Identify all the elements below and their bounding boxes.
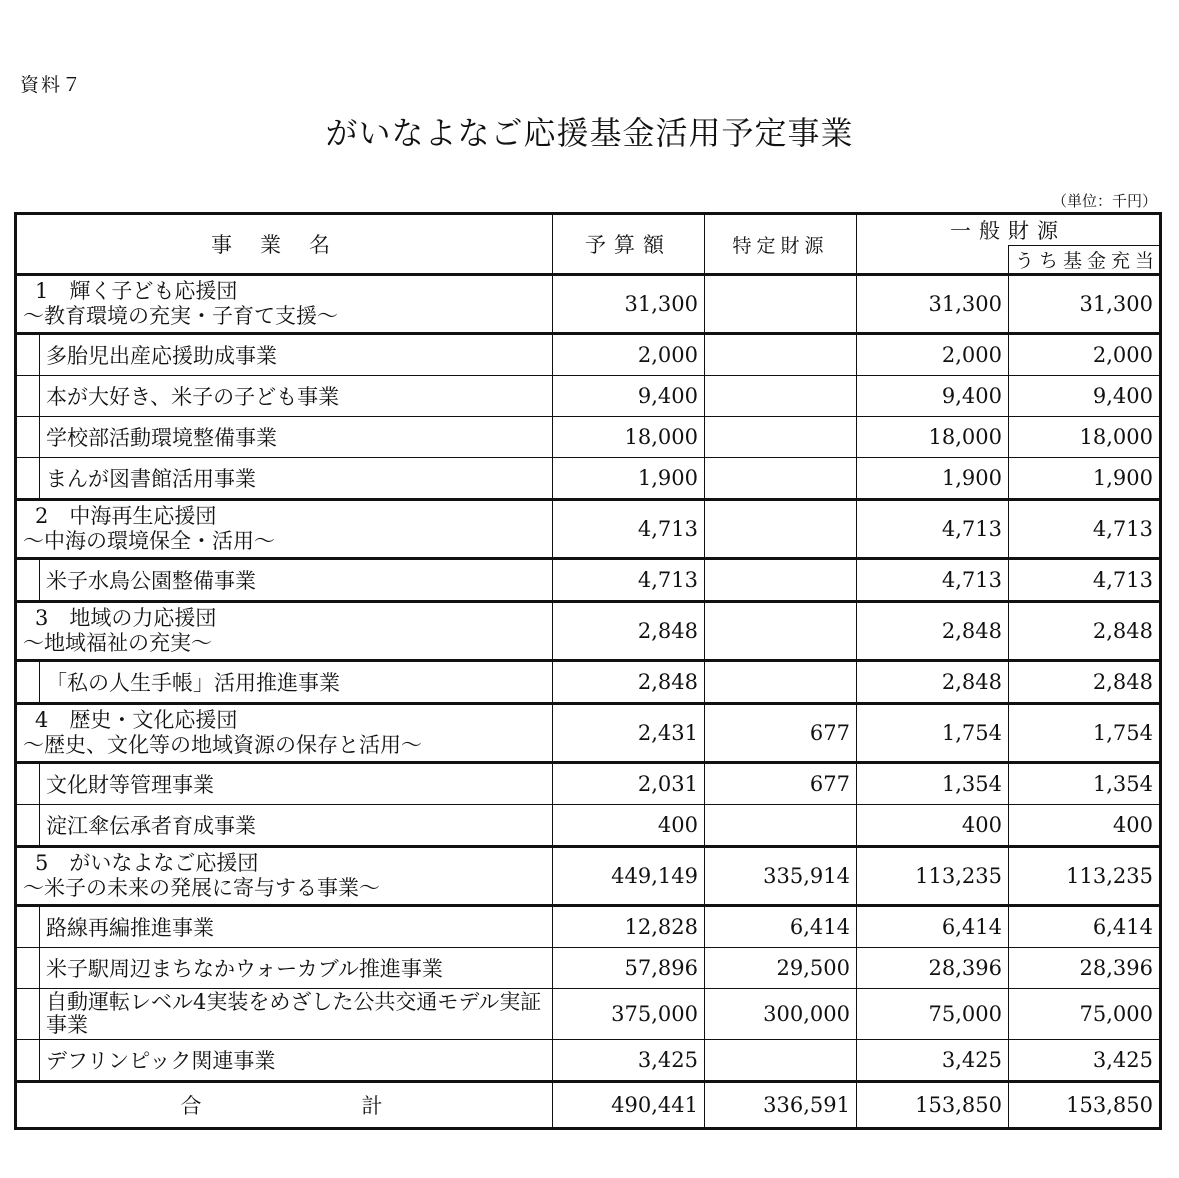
group-subtitle: ～米子の未来の発展に寄与する事業～ bbox=[23, 876, 380, 900]
item-name-cell bbox=[16, 763, 553, 805]
item-name: 路線再編推進事業 bbox=[39, 907, 546, 947]
group-budget: 31,300 bbox=[553, 275, 705, 334]
group-fund: 113,235 bbox=[1009, 847, 1161, 906]
item-row bbox=[16, 989, 1161, 1040]
group-title: 2 中海再生応援団 bbox=[35, 504, 217, 528]
item-name: 文化財等管理事業 bbox=[39, 764, 546, 804]
item-budget: 3,425 bbox=[553, 1040, 705, 1082]
group-row bbox=[16, 500, 1161, 559]
item-name-cell bbox=[16, 805, 553, 847]
item-general: 2,848 bbox=[857, 661, 1009, 704]
item-budget: 2,848 bbox=[553, 661, 705, 704]
group-name bbox=[16, 275, 553, 334]
item-specific bbox=[705, 661, 857, 704]
item-specific bbox=[705, 805, 857, 847]
group-fund: 4,713 bbox=[1009, 500, 1161, 559]
item-fund: 1,900 bbox=[1009, 458, 1161, 500]
item-name: 学校部活動環境整備事業 bbox=[39, 417, 546, 457]
group-fund: 31,300 bbox=[1009, 275, 1161, 334]
item-specific bbox=[705, 458, 857, 500]
group-title: 5 がいなよなご応援団 bbox=[35, 851, 259, 875]
item-name: 多胎児出産応援助成事業 bbox=[39, 335, 546, 375]
item-specific: 677 bbox=[705, 763, 857, 805]
group-row bbox=[16, 602, 1161, 661]
item-fund: 9,400 bbox=[1009, 376, 1161, 417]
document-label: 資料７ bbox=[20, 74, 84, 96]
item-fund: 18,000 bbox=[1009, 417, 1161, 458]
item-budget: 57,896 bbox=[553, 948, 705, 989]
budget-table-body bbox=[16, 275, 1161, 1082]
item-name-cell bbox=[16, 948, 553, 989]
group-row bbox=[16, 275, 1161, 334]
item-general: 2,000 bbox=[857, 334, 1009, 376]
item-row bbox=[16, 661, 1161, 704]
group-title: 4 歴史・文化応援団 bbox=[35, 708, 238, 732]
item-general: 3,425 bbox=[857, 1040, 1009, 1082]
item-budget: 9,400 bbox=[553, 376, 705, 417]
header-specific: 特定財源 bbox=[705, 214, 857, 275]
group-specific bbox=[705, 500, 857, 559]
item-general: 18,000 bbox=[857, 417, 1009, 458]
item-general: 1,900 bbox=[857, 458, 1009, 500]
item-budget: 2,031 bbox=[553, 763, 705, 805]
item-specific bbox=[705, 376, 857, 417]
header-spacer bbox=[857, 246, 1009, 275]
group-specific bbox=[705, 602, 857, 661]
item-name-cell bbox=[16, 661, 553, 704]
group-general: 4,713 bbox=[857, 500, 1009, 559]
item-fund: 6,414 bbox=[1009, 906, 1161, 948]
total-label: 合計 bbox=[16, 1082, 553, 1129]
item-row bbox=[16, 559, 1161, 602]
group-name bbox=[16, 704, 553, 763]
group-general: 113,235 bbox=[857, 847, 1009, 906]
item-budget: 18,000 bbox=[553, 417, 705, 458]
group-specific: 677 bbox=[705, 704, 857, 763]
item-specific: 29,500 bbox=[705, 948, 857, 989]
item-fund: 1,354 bbox=[1009, 763, 1161, 805]
budget-table bbox=[14, 212, 1162, 1130]
total-specific: 336,591 bbox=[705, 1082, 857, 1129]
group-row bbox=[16, 847, 1161, 906]
header-fund: うち基金充当 bbox=[1009, 246, 1161, 275]
item-fund: 3,425 bbox=[1009, 1040, 1161, 1082]
item-name: デフリンピック関連事業 bbox=[39, 1040, 546, 1080]
item-general: 9,400 bbox=[857, 376, 1009, 417]
group-general: 2,848 bbox=[857, 602, 1009, 661]
group-general: 31,300 bbox=[857, 275, 1009, 334]
item-name-cell bbox=[16, 417, 553, 458]
group-title: 3 地域の力応援団 bbox=[35, 606, 217, 630]
group-specific: 335,914 bbox=[705, 847, 857, 906]
item-name-cell bbox=[16, 559, 553, 602]
unit-note: （単位：千円） bbox=[1051, 192, 1157, 210]
group-name bbox=[16, 847, 553, 906]
group-budget: 2,431 bbox=[553, 704, 705, 763]
item-budget: 2,000 bbox=[553, 334, 705, 376]
item-specific bbox=[705, 417, 857, 458]
item-name-cell bbox=[16, 1040, 553, 1082]
item-specific: 300,000 bbox=[705, 989, 857, 1040]
group-subtitle: ～教育環境の充実・子育て支援～ bbox=[23, 304, 338, 328]
item-fund: 400 bbox=[1009, 805, 1161, 847]
group-subtitle: ～中海の環境保全・活用～ bbox=[23, 529, 275, 553]
item-name: 米子駅周辺まちなかウォーカブル推進事業 bbox=[39, 948, 546, 988]
item-fund: 4,713 bbox=[1009, 559, 1161, 602]
item-specific bbox=[705, 1040, 857, 1082]
item-name: 米子水鳥公園整備事業 bbox=[39, 560, 546, 600]
item-specific bbox=[705, 559, 857, 602]
group-fund: 2,848 bbox=[1009, 602, 1161, 661]
item-name: 本が大好き、米子の子ども事業 bbox=[39, 376, 546, 416]
item-general: 1,354 bbox=[857, 763, 1009, 805]
group-general: 1,754 bbox=[857, 704, 1009, 763]
group-name bbox=[16, 602, 553, 661]
item-specific bbox=[705, 334, 857, 376]
item-budget: 375,000 bbox=[553, 989, 705, 1040]
group-subtitle: ～歴史、文化等の地域資源の保存と活用～ bbox=[23, 733, 422, 757]
group-budget: 449,149 bbox=[553, 847, 705, 906]
item-budget: 1,900 bbox=[553, 458, 705, 500]
item-row bbox=[16, 334, 1161, 376]
item-name-cell bbox=[16, 906, 553, 948]
item-fund: 75,000 bbox=[1009, 989, 1161, 1040]
item-general: 400 bbox=[857, 805, 1009, 847]
group-row bbox=[16, 704, 1161, 763]
group-name bbox=[16, 500, 553, 559]
group-fund: 1,754 bbox=[1009, 704, 1161, 763]
item-general: 28,396 bbox=[857, 948, 1009, 989]
item-name-cell bbox=[16, 989, 553, 1040]
item-specific: 6,414 bbox=[705, 906, 857, 948]
group-budget: 4,713 bbox=[553, 500, 705, 559]
group-subtitle: ～地域福祉の充実～ bbox=[23, 631, 212, 655]
item-row bbox=[16, 763, 1161, 805]
header-budget: 予算額 bbox=[553, 214, 705, 275]
group-title: 1 輝く子ども応援団 bbox=[35, 279, 238, 303]
total-general: 153,850 bbox=[857, 1082, 1009, 1129]
item-name-cell bbox=[16, 376, 553, 417]
item-row bbox=[16, 376, 1161, 417]
item-name: まんが図書館活用事業 bbox=[39, 458, 546, 498]
group-specific bbox=[705, 275, 857, 334]
item-row bbox=[16, 458, 1161, 500]
header-name: 事業名 bbox=[16, 214, 553, 275]
total-fund: 153,850 bbox=[1009, 1082, 1161, 1129]
item-name: 自動運転レベル4実装をめざした公共交通モデル実証事業 bbox=[39, 989, 546, 1039]
item-name: 「私の人生手帳」活用推進事業 bbox=[39, 662, 546, 702]
item-general: 6,414 bbox=[857, 906, 1009, 948]
item-budget: 400 bbox=[553, 805, 705, 847]
total-row bbox=[16, 1082, 1161, 1129]
item-general: 4,713 bbox=[857, 559, 1009, 602]
item-name-cell bbox=[16, 334, 553, 376]
item-fund: 2,848 bbox=[1009, 661, 1161, 704]
item-row bbox=[16, 805, 1161, 847]
total-budget: 490,441 bbox=[553, 1082, 705, 1129]
group-budget: 2,848 bbox=[553, 602, 705, 661]
item-row bbox=[16, 1040, 1161, 1082]
item-name-cell bbox=[16, 458, 553, 500]
item-row bbox=[16, 417, 1161, 458]
item-fund: 2,000 bbox=[1009, 334, 1161, 376]
item-general: 75,000 bbox=[857, 989, 1009, 1040]
item-fund: 28,396 bbox=[1009, 948, 1161, 989]
item-row bbox=[16, 906, 1161, 948]
item-name: 淀江傘伝承者育成事業 bbox=[39, 805, 546, 845]
item-budget: 12,828 bbox=[553, 906, 705, 948]
item-budget: 4,713 bbox=[553, 559, 705, 602]
header-general: 一般財源 bbox=[857, 214, 1161, 246]
item-row bbox=[16, 948, 1161, 989]
page-title: がいなよなご応援基金活用予定事業 bbox=[325, 114, 854, 152]
